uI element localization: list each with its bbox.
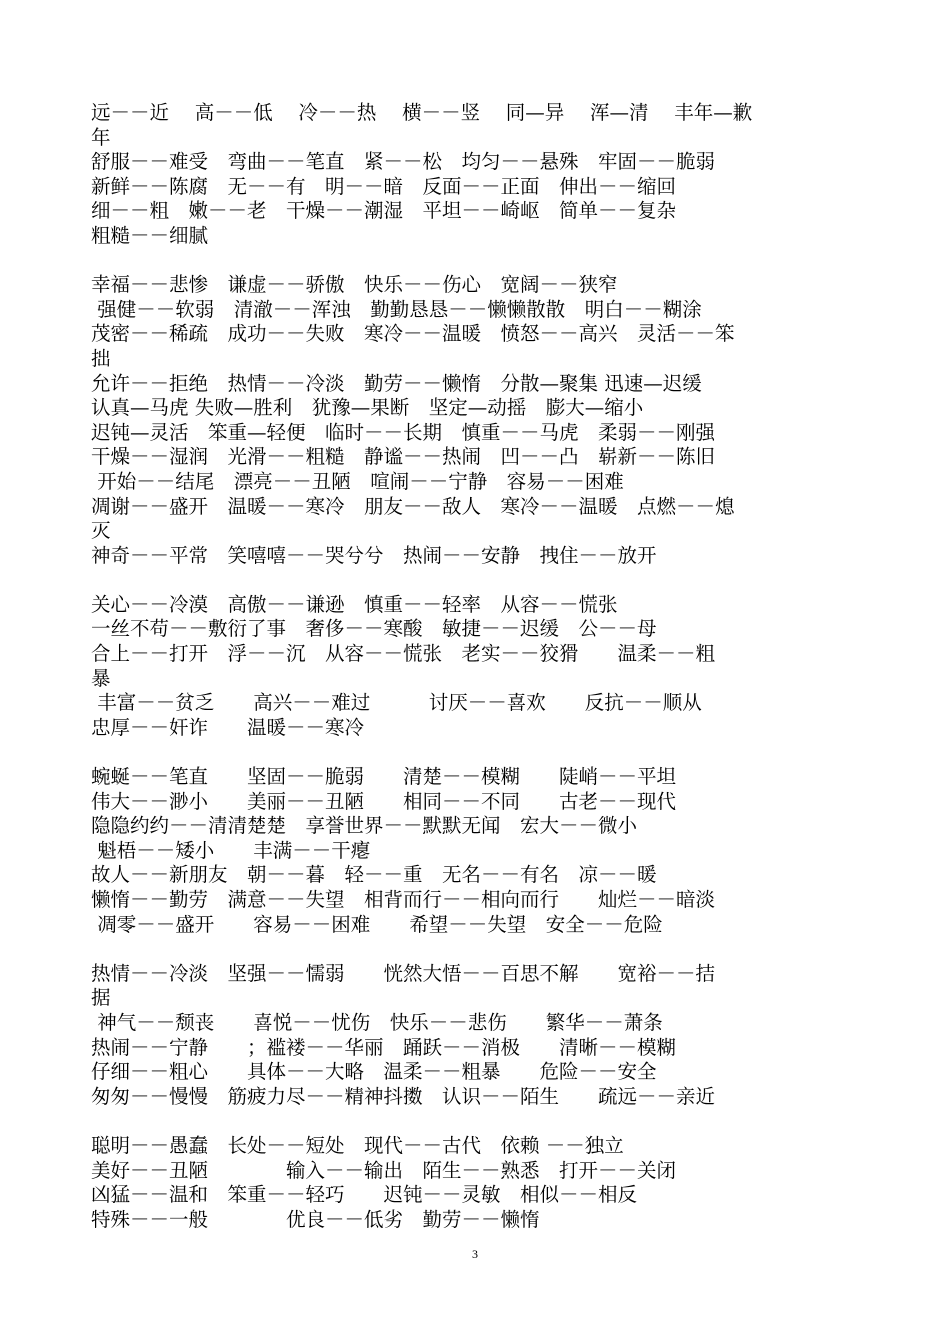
text-line: 聪明－－愚蠢 长处－－短处 现代－－古代 依赖 －－独立 <box>91 1133 624 1157</box>
text-line: 茂密－－稀疏 成功－－失败 寒冷－－温暖 愤怒－－高兴 灵活－－笨 <box>91 322 735 346</box>
text-line: 神奇－－平常 笑嘻嘻－－哭兮兮 热闹－－安静 拽住－－放开 <box>91 543 657 567</box>
paragraph <box>91 101 881 249</box>
paragraph-gap <box>91 740 881 765</box>
text-line: 忠厚－－奸诈 温暖－－寒冷 <box>91 715 365 739</box>
text-line: 干燥－－湿润 光滑－－粗糙 静谧－－热闹 凹－－凸 崭新－－陈旧 <box>91 445 716 469</box>
text-line: 仔细－－粗心 具体－－大略 温柔－－粗暴 危险－－安全 <box>91 1060 657 1084</box>
text-line: 年 <box>91 125 111 149</box>
paragraph <box>91 765 881 937</box>
text-line: 凶猛－－温和 笨重－－轻巧 迟钝－－灵敏 相似－－相反 <box>91 1183 638 1207</box>
text-line: 匆匆－－慢慢 筋疲力尽－－精神抖擞 认识－－陌生 疏远－－亲近 <box>91 1084 716 1108</box>
text-line: 拙 <box>91 346 111 370</box>
text-line: 热闹－－宁静 ；褴褛－－华丽 踊跃－－消极 清晰－－模糊 <box>91 1035 677 1059</box>
text-line: 丰富－－贫乏 高兴－－难过 讨厌－－喜欢 反抗－－顺从 <box>91 691 702 715</box>
paragraph-gap <box>91 1109 881 1134</box>
text-line: 细－－粗 嫩－－老 干燥－－潮湿 平坦－－崎岖 简单－－复杂 <box>91 199 677 223</box>
text-line: 迟钝—灵活 笨重—轻便 临时－－长期 慎重－－马虎 柔弱－－刚强 <box>91 420 716 444</box>
text-line: 灭 <box>91 519 111 543</box>
text-line: 特殊－－一般 优良－－低劣 勤劳－－懒惰 <box>91 1207 540 1231</box>
paragraph <box>91 1134 881 1232</box>
paragraph <box>91 273 881 568</box>
text-line: 神气－－颓丧 喜悦－－忧伤 快乐－－悲伤 繁华－－萧条 <box>91 1010 663 1034</box>
document-body <box>91 101 881 1232</box>
text-line: 美好－－丑陋 输入－－输出 陌生－－熟悉 打开－－关闭 <box>91 1158 677 1182</box>
text-line: 强健－－软弱 清澈－－浑浊 勤勤恳恳－－懒懒散散 明白－－糊涂 <box>91 297 702 321</box>
text-line: 据 <box>91 986 111 1010</box>
text-line: 远－－近 高－－低 冷－－热 横－－竖 同—异 浑—清 丰年—歉 <box>91 101 753 124</box>
text-line: 合上－－打开 浮－－沉 从容－－慌张 老实－－狡猾 温柔－－粗 <box>91 642 716 666</box>
text-line: 热情－－冷淡 坚强－－懦弱 恍然大悟－－百思不解 宽裕－－拮 <box>91 961 716 985</box>
paragraph-gap <box>91 249 881 274</box>
text-line: 懒惰－－勤劳 满意－－失望 相背而行－－相向而行 灿烂－－暗淡 <box>91 888 716 911</box>
paragraph <box>91 962 881 1110</box>
text-line: 幸福－－悲惨 谦虚－－骄傲 快乐－－伤心 宽阔－－狭窄 <box>91 273 618 297</box>
text-line: 允许－－拒绝 热情－－冷淡 勤劳－－懒惰 分散—聚集 迅速—迟缓 <box>91 371 702 395</box>
text-line: 凋零－－盛开 容易－－困难 希望－－失望 安全－－危险 <box>91 912 663 936</box>
text-line: 关心－－冷漠 高傲－－谦逊 慎重－－轻率 从容－－慌张 <box>91 592 618 616</box>
paragraph <box>91 593 881 741</box>
text-line: 伟大－－渺小 美丽－－丑陋 相同－－不同 古老－－现代 <box>91 789 677 813</box>
text-line: 凋谢－－盛开 温暖－－寒冷 朋友－－敌人 寒冷－－温暖 点燃－－熄 <box>91 494 735 518</box>
text-line: 故人－－新朋友 朝－－暮 轻－－重 无名－－有名 凉－－暖 <box>91 863 657 887</box>
text-line: 一丝不苟－－敷衍了事 奢侈－－寒酸 敏捷－－迟缓 公－－母 <box>91 617 657 641</box>
text-line: 粗糙－－细腻 <box>91 223 209 247</box>
text-line: 舒服－－难受 弯曲－－笔直 紧－－松 均匀－－悬殊 牢固－－脆弱 <box>91 150 716 174</box>
text-line: 魁梧－－矮小 丰满－－干瘪 <box>91 838 371 862</box>
text-line: 开始－－结尾 漂亮－－丑陋 喧闹－－宁静 容易－－困难 <box>91 469 624 493</box>
text-line: 暴 <box>91 666 111 690</box>
page-number: 3 <box>472 1247 478 1261</box>
text-line: 蜿蜒－－笔直 坚固－－脆弱 清楚－－模糊 陡峭－－平坦 <box>91 765 677 789</box>
text-line: 认真—马虎 失败—胜利 犹豫—果断 坚定—动摇 膨大—缩小 <box>91 396 644 420</box>
paragraph-gap <box>91 568 881 593</box>
text-line: 隐隐约约－－清清楚楚 享誉世界－－默默无闻 宏大－－微小 <box>91 814 638 838</box>
text-line: 新鲜－－陈腐 无－－有 明－－暗 反面－－正面 伸出－－缩回 <box>91 174 677 198</box>
paragraph-gap <box>91 937 881 962</box>
